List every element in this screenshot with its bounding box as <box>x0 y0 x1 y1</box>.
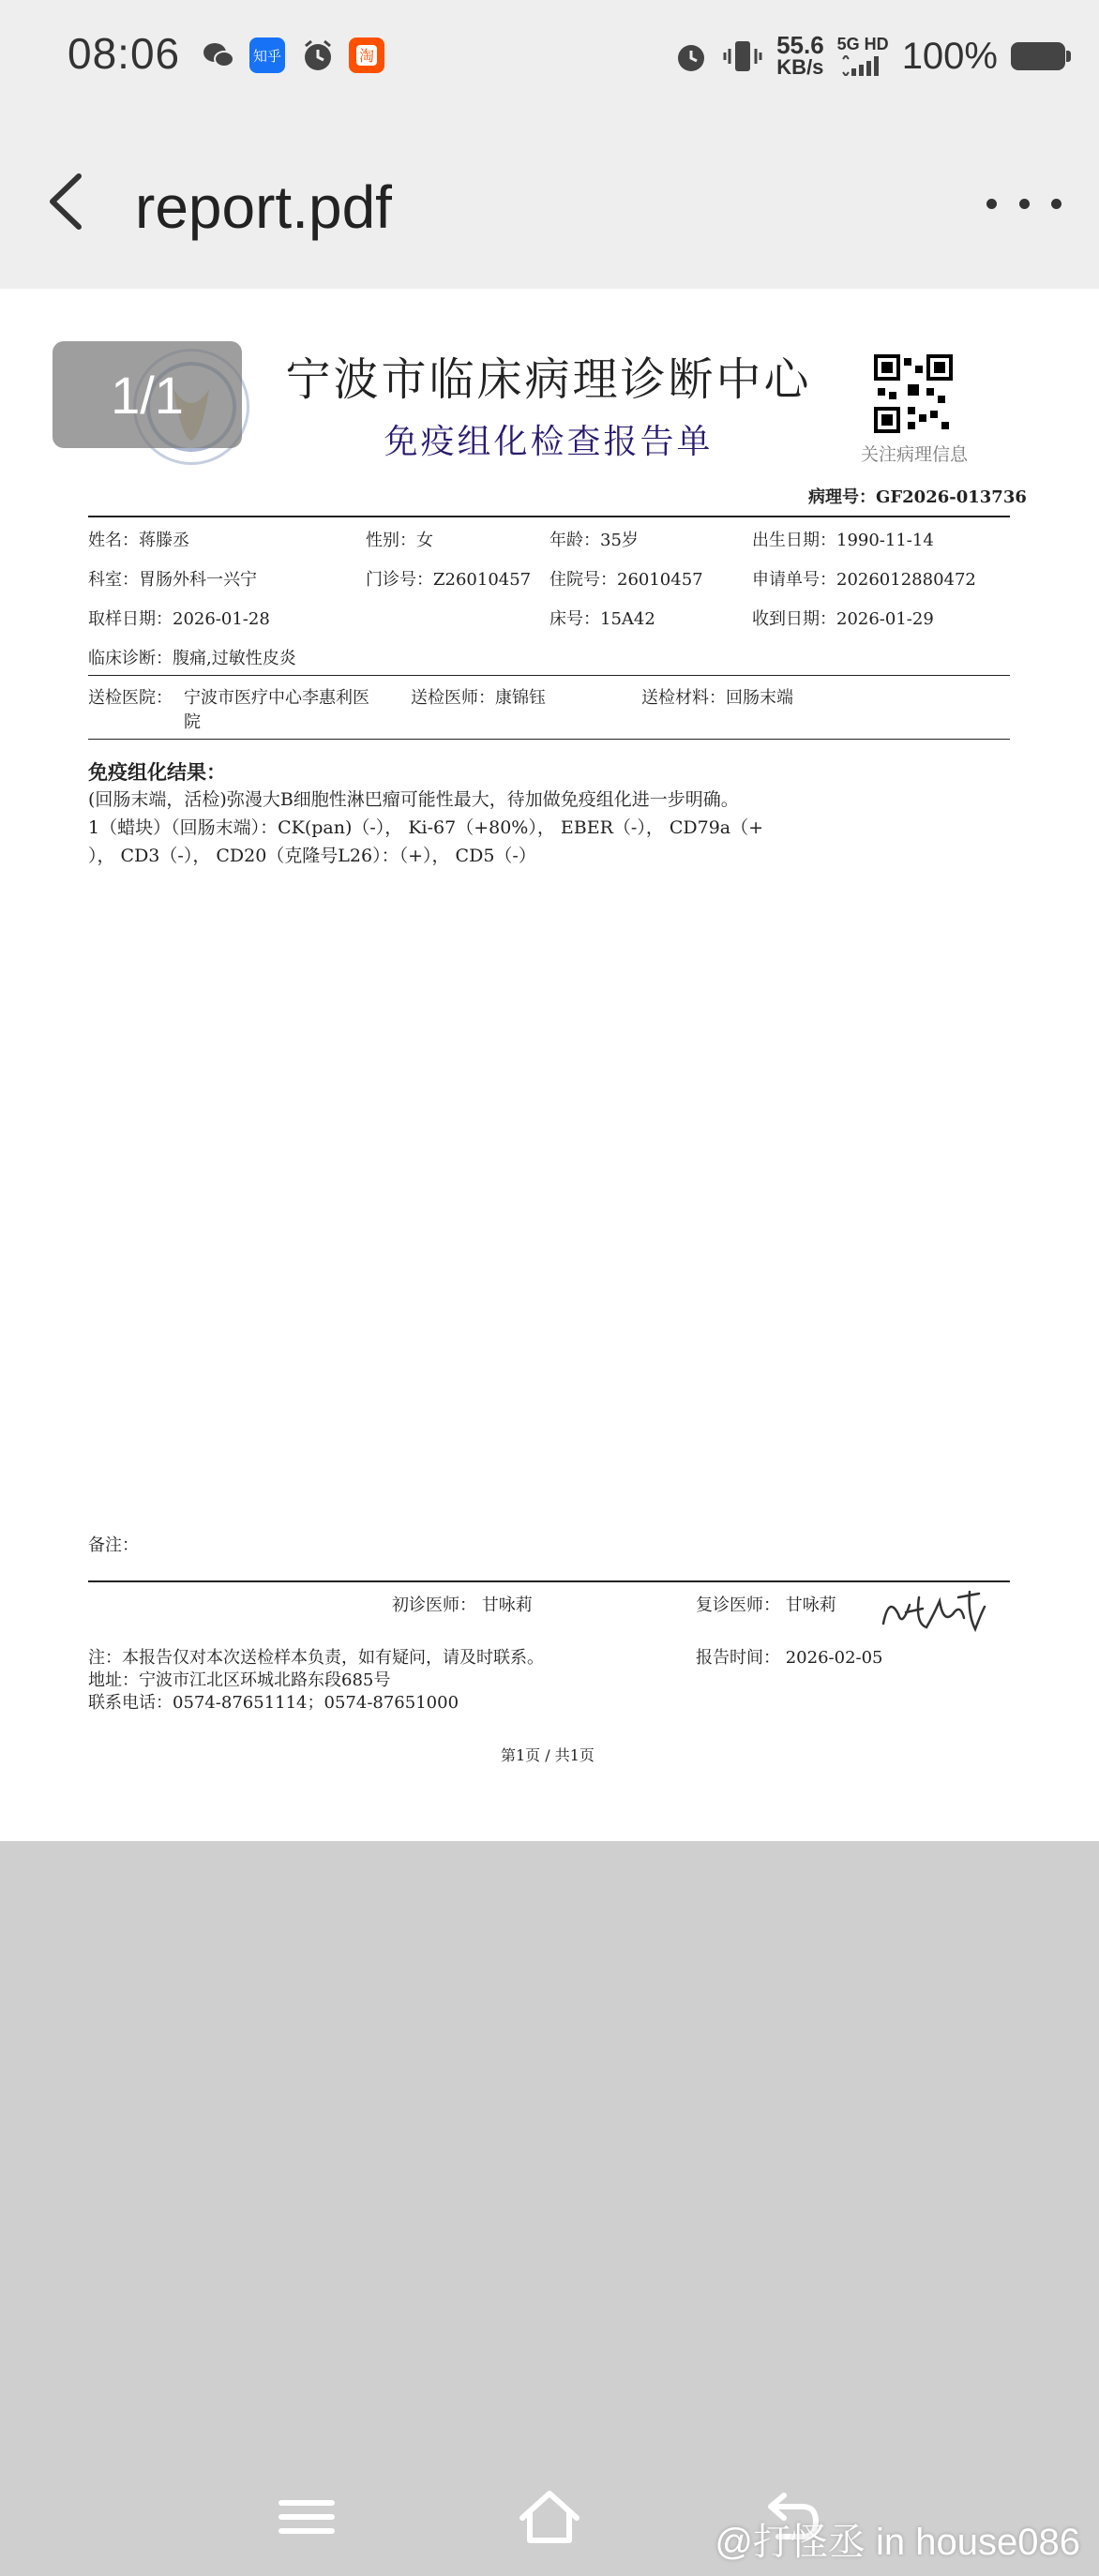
status-bar <box>0 0 1099 114</box>
zhihu-label: 知乎 <box>252 47 281 65</box>
net-speed <box>776 31 824 79</box>
hospital-label: 送检医院： <box>88 688 173 708</box>
divider <box>88 739 1010 740</box>
received-date: 收到日期：2026-01-29 <box>752 609 934 629</box>
svg-text:淘: 淘 <box>358 47 375 65</box>
more-options-icon[interactable] <box>986 180 1061 227</box>
taobao-icon <box>349 37 384 73</box>
request-number: 申请单号：2026012880472 <box>752 570 976 590</box>
hospital-name: 宁波市医疗中心李惠利医 <box>184 688 369 708</box>
qr-code-icon <box>874 354 953 433</box>
patient-dob: 出生日期：1990-11-14 <box>752 531 934 550</box>
result-line: ）， CD3（-）， CD20（克隆号L26）：（+）， CD5（-） <box>88 846 536 866</box>
divider <box>88 1580 1010 1582</box>
back-arrow-icon[interactable] <box>38 169 103 234</box>
bed-number: 床号：15A42 <box>550 609 655 629</box>
institution-name: 宁波市临床病理诊断中心 <box>285 353 812 406</box>
patient-sex: 性别：女 <box>366 531 433 550</box>
result-heading: 免疫组化结果： <box>88 760 226 784</box>
alarm-status-icon <box>673 38 709 74</box>
remarks: 备注： <box>88 1535 139 1555</box>
disclaimer-note: 注：本报告仅对本次送检样本负责，如有疑问，请及时联系。 <box>88 1648 544 1668</box>
inpatient-number: 住院号：26010457 <box>550 570 703 590</box>
address: 地址：宁波市江北区环城北路东段685号 <box>88 1670 391 1690</box>
patient-age: 年龄：35岁 <box>550 531 639 550</box>
specimen-material: 送检材料：回肠末端 <box>641 688 793 708</box>
qr-label: 关注病理信息 <box>860 444 968 465</box>
battery-percent: 100% <box>901 35 998 77</box>
battery-icon <box>1011 42 1065 70</box>
form-title: 免疫组化检查报告单 <box>384 423 714 461</box>
phone: 联系电话：0574-87651114；0574-87651000 <box>88 1693 459 1713</box>
hospital-name-cont: 院 <box>184 712 201 732</box>
network-type: 5G HD <box>836 34 889 53</box>
pdf-page[interactable] <box>0 289 1099 1841</box>
review-doctor: 复诊医师： 甘咏莉 <box>696 1595 836 1615</box>
outpatient-number: 门诊号：Z26010457 <box>366 570 532 590</box>
alarm-icon <box>300 37 336 73</box>
net-speed-value: 55.6 <box>776 31 824 59</box>
pathology-number: 病理号：GF2026-013736 <box>808 487 1027 507</box>
patient-name: 姓名：蒋滕丞 <box>88 531 189 550</box>
app-bar <box>0 114 1099 289</box>
report-header <box>281 343 816 463</box>
document-title: report.pdf <box>135 173 392 241</box>
sample-date: 取样日期：2026-01-28 <box>88 609 270 629</box>
initial-doctor: 初诊医师： 甘咏莉 <box>392 1595 533 1615</box>
home-icon[interactable] <box>517 2484 582 2550</box>
clinical-diagnosis: 临床诊断：腹痛,过敏性皮炎 <box>88 649 296 668</box>
net-speed-unit: KB/s <box>776 55 824 79</box>
page-footer: 第1页 / 共1页 <box>501 1746 595 1764</box>
signal-icon <box>840 55 885 76</box>
divider <box>88 675 1010 676</box>
network-indicator <box>837 33 889 81</box>
department: 科室：胃肠外科一兴宁 <box>88 570 257 590</box>
zhihu-icon <box>249 37 285 73</box>
signature-image <box>878 1586 990 1639</box>
status-right <box>673 30 1065 82</box>
status-time: 08:06 <box>68 29 181 78</box>
watermark: @打怪丞 in house086 <box>715 2522 1080 2563</box>
menu-icon[interactable] <box>274 2484 339 2550</box>
report-time: 报告时间： 2026-02-05 <box>696 1648 883 1668</box>
result-line: (回肠末端，活检)弥漫大B细胞性淋巴瘤可能性最大，待加做免疫组化进一步明确。 <box>88 789 739 810</box>
page-indicator: 1/1 <box>53 341 242 448</box>
vibrate-icon <box>722 37 763 75</box>
result-line: 1（蜡块）（回肠末端）：CK(pan)（-）， Ki-67（+80%）， EBER（-）， CD79a（+ <box>88 817 764 838</box>
referring-doctor: 送检医师：康锦钰 <box>411 688 546 708</box>
wechat-icon <box>201 37 236 73</box>
divider <box>88 516 1010 517</box>
